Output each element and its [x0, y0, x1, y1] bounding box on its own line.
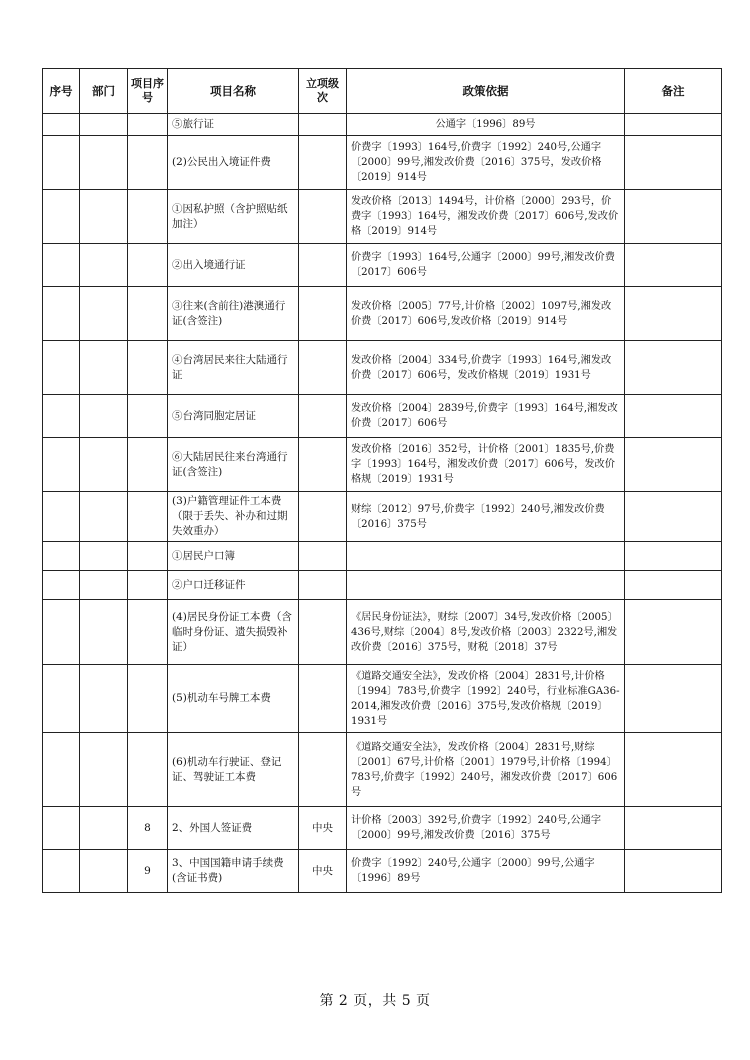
header-item-name: 项目名称: [168, 69, 299, 114]
cell-basis: 价费字〔1993〕164号,价费字〔1992〕240号,公通字〔2000〕99号,湘发改价费〔2016〕375号，发改价格〔2019〕914号: [347, 136, 625, 190]
cell-remark: [625, 542, 722, 571]
cell-remark: [625, 850, 722, 893]
header-basis: 政策依据: [347, 69, 625, 114]
cell-item-seq: [128, 665, 168, 733]
cell-dept: [80, 287, 128, 341]
cell-basis: 发改价格〔2013〕1494号，计价格〔2000〕293号，价费字〔1993〕164号，湘发改价费〔2017〕606号,发改价格〔2019〕914号: [347, 190, 625, 244]
table-row: [43, 807, 722, 850]
table-row: [43, 492, 722, 542]
cell-level: [299, 244, 347, 287]
cell-basis: [347, 571, 625, 600]
cell-item-name: ②出入境通行证: [168, 244, 299, 287]
cell-dept: [80, 438, 128, 492]
cell-item-seq: [128, 244, 168, 287]
cell-dept: [80, 190, 128, 244]
cell-seq: [43, 190, 80, 244]
cell-seq: [43, 542, 80, 571]
fee-table: [42, 68, 722, 893]
cell-dept: [80, 341, 128, 395]
cell-dept: [80, 542, 128, 571]
cell-remark: [625, 395, 722, 438]
cell-item-name: 3、中国国籍申请手续费(含证书费): [168, 850, 299, 893]
cell-basis: 《道路交通安全法》，发改价格〔2004〕2831号,财综〔2001〕67号,计价格〔2001〕1979号,计价格〔1994〕783号,价费字〔1992〕240号，湘发改价费〔2017〕606号: [347, 733, 625, 807]
cell-item-name: (6)机动车行驶证、登记证、驾驶证工本费: [168, 733, 299, 807]
cell-item-seq: [128, 341, 168, 395]
cell-item-seq: [128, 136, 168, 190]
cell-dept: [80, 807, 128, 850]
cell-remark: [625, 492, 722, 542]
cell-item-name: ②户口迁移证件: [168, 571, 299, 600]
cell-item-seq: [128, 438, 168, 492]
cell-item-seq: 9: [128, 850, 168, 893]
cell-item-name: ④台湾居民来往大陆通行证: [168, 341, 299, 395]
cell-dept: [80, 492, 128, 542]
cell-level: [299, 341, 347, 395]
table-row: [43, 341, 722, 395]
cell-level: [299, 114, 347, 136]
cell-remark: [625, 438, 722, 492]
cell-seq: [43, 492, 80, 542]
cell-item-name: ③往来(含前往)港澳通行证(含签注): [168, 287, 299, 341]
cell-item-seq: [128, 542, 168, 571]
cell-item-seq: [128, 395, 168, 438]
cell-item-seq: [128, 287, 168, 341]
table-row: [43, 114, 722, 136]
table-row: [43, 244, 722, 287]
table-row: [43, 542, 722, 571]
cell-dept: [80, 114, 128, 136]
cell-item-name: (5)机动车号牌工本费: [168, 665, 299, 733]
cell-item-name: ①居民户口簿: [168, 542, 299, 571]
cell-seq: [43, 287, 80, 341]
cell-item-seq: [128, 571, 168, 600]
cell-seq: [43, 665, 80, 733]
cell-dept: [80, 600, 128, 665]
cell-remark: [625, 244, 722, 287]
cell-seq: [43, 244, 80, 287]
cell-remark: [625, 733, 722, 807]
cell-basis: 发改价格〔2005〕77号,计价格〔2002〕1097号,湘发改价费〔2017〕606号,发改价格〔2019〕914号: [347, 287, 625, 341]
cell-dept: [80, 136, 128, 190]
header-dept: 部门: [80, 69, 128, 114]
cell-remark: [625, 114, 722, 136]
cell-remark: [625, 807, 722, 850]
cell-basis: 价费字〔1993〕164号,公通字〔2000〕99号,湘发改价费〔2017〕606号: [347, 244, 625, 287]
table-row: [43, 438, 722, 492]
table-row: [43, 136, 722, 190]
cell-seq: [43, 807, 80, 850]
cell-item-name: ⑥大陆居民往来台湾通行证(含签注): [168, 438, 299, 492]
cell-level: [299, 287, 347, 341]
cell-dept: [80, 395, 128, 438]
cell-seq: [43, 341, 80, 395]
cell-item-name: (4)居民身份证工本费（含临时身份证、遗失损毁补证）: [168, 600, 299, 665]
header-seq: 序号: [43, 69, 80, 114]
cell-item-seq: [128, 114, 168, 136]
cell-dept: [80, 244, 128, 287]
cell-level: [299, 571, 347, 600]
table-row: [43, 665, 722, 733]
cell-level: [299, 190, 347, 244]
cell-seq: [43, 114, 80, 136]
table-row: [43, 571, 722, 600]
cell-basis: 发改价格〔2004〕2839号,价费字〔1993〕164号,湘发改价费〔2017〕606号: [347, 395, 625, 438]
cell-seq: [43, 733, 80, 807]
cell-remark: [625, 287, 722, 341]
cell-remark: [625, 190, 722, 244]
cell-dept: [80, 733, 128, 807]
cell-basis: 《居民身份证法》，财综〔2007〕34号,发改价格〔2005〕436号,财综〔2004〕8号,发改价格〔2003〕2322号,湘发改价费〔2016〕375号，财税〔2018〕37号: [347, 600, 625, 665]
page-footer: 第 2 页，共 5 页: [319, 993, 431, 1009]
cell-item-name: ⑤旅行证: [168, 114, 299, 136]
cell-basis: 财综〔2012〕97号,价费字〔1992〕240号,湘发改价费〔2016〕375号: [347, 492, 625, 542]
table-row: [43, 850, 722, 893]
cell-item-seq: [128, 733, 168, 807]
cell-basis: 发改价格〔2016〕352号，计价格〔2001〕1835号,价费字〔1993〕164号，湘发改价费〔2017〕606号，发改价格规〔2019〕1931号: [347, 438, 625, 492]
cell-level: [299, 665, 347, 733]
cell-seq: [43, 571, 80, 600]
cell-basis: 发改价格〔2004〕334号,价费字〔1993〕164号,湘发改价费〔2017〕606号，发改价格规〔2019〕1931号: [347, 341, 625, 395]
cell-level: [299, 395, 347, 438]
cell-dept: [80, 665, 128, 733]
cell-item-name: (2)公民出入境证件费: [168, 136, 299, 190]
cell-item-seq: [128, 600, 168, 665]
table-row: [43, 287, 722, 341]
table-row: [43, 733, 722, 807]
table-header-row: [43, 69, 722, 114]
cell-level: [299, 438, 347, 492]
cell-seq: [43, 136, 80, 190]
cell-remark: [625, 571, 722, 600]
cell-level: [299, 136, 347, 190]
cell-item-name: ①因私护照（含护照贴纸加注）: [168, 190, 299, 244]
table-row: [43, 395, 722, 438]
cell-remark: [625, 136, 722, 190]
cell-seq: [43, 438, 80, 492]
cell-seq: [43, 850, 80, 893]
cell-item-name: 2、外国人签证费: [168, 807, 299, 850]
cell-basis: 价费字〔1992〕240号,公通字〔2000〕99号,公通字〔1996〕89号: [347, 850, 625, 893]
cell-remark: [625, 665, 722, 733]
cell-level: [299, 492, 347, 542]
cell-remark: [625, 341, 722, 395]
cell-dept: [80, 571, 128, 600]
cell-level: 中央: [299, 850, 347, 893]
cell-seq: [43, 395, 80, 438]
cell-basis: 公通字〔1996〕89号: [347, 114, 625, 136]
cell-remark: [625, 600, 722, 665]
cell-basis: 《道路交通安全法》，发改价格〔2004〕2831号,计价格〔1994〕783号,价费字〔1992〕240号，行业标准GA36-2014,湘发改价费〔2016〕375号,发改价格规〔2019〕1931号: [347, 665, 625, 733]
table-row: [43, 600, 722, 665]
header-item-seq: 项目序号: [128, 69, 168, 114]
cell-basis: 计价格〔2003〕392号,价费字〔1992〕240号,公通字〔2000〕99号,湘发改价费〔2016〕375号: [347, 807, 625, 850]
header-level: 立项级次: [299, 69, 347, 114]
cell-level: 中央: [299, 807, 347, 850]
cell-item-seq: [128, 190, 168, 244]
header-remark: 备注: [625, 69, 722, 114]
cell-item-seq: [128, 492, 168, 542]
cell-level: [299, 600, 347, 665]
cell-level: [299, 733, 347, 807]
cell-item-seq: 8: [128, 807, 168, 850]
cell-basis: [347, 542, 625, 571]
cell-item-name: (3)户籍管理证件工本费（限于丢失、补办和过期失效重办）: [168, 492, 299, 542]
cell-seq: [43, 600, 80, 665]
cell-item-name: ⑤台湾同胞定居证: [168, 395, 299, 438]
cell-dept: [80, 850, 128, 893]
cell-level: [299, 542, 347, 571]
table-row: [43, 190, 722, 244]
